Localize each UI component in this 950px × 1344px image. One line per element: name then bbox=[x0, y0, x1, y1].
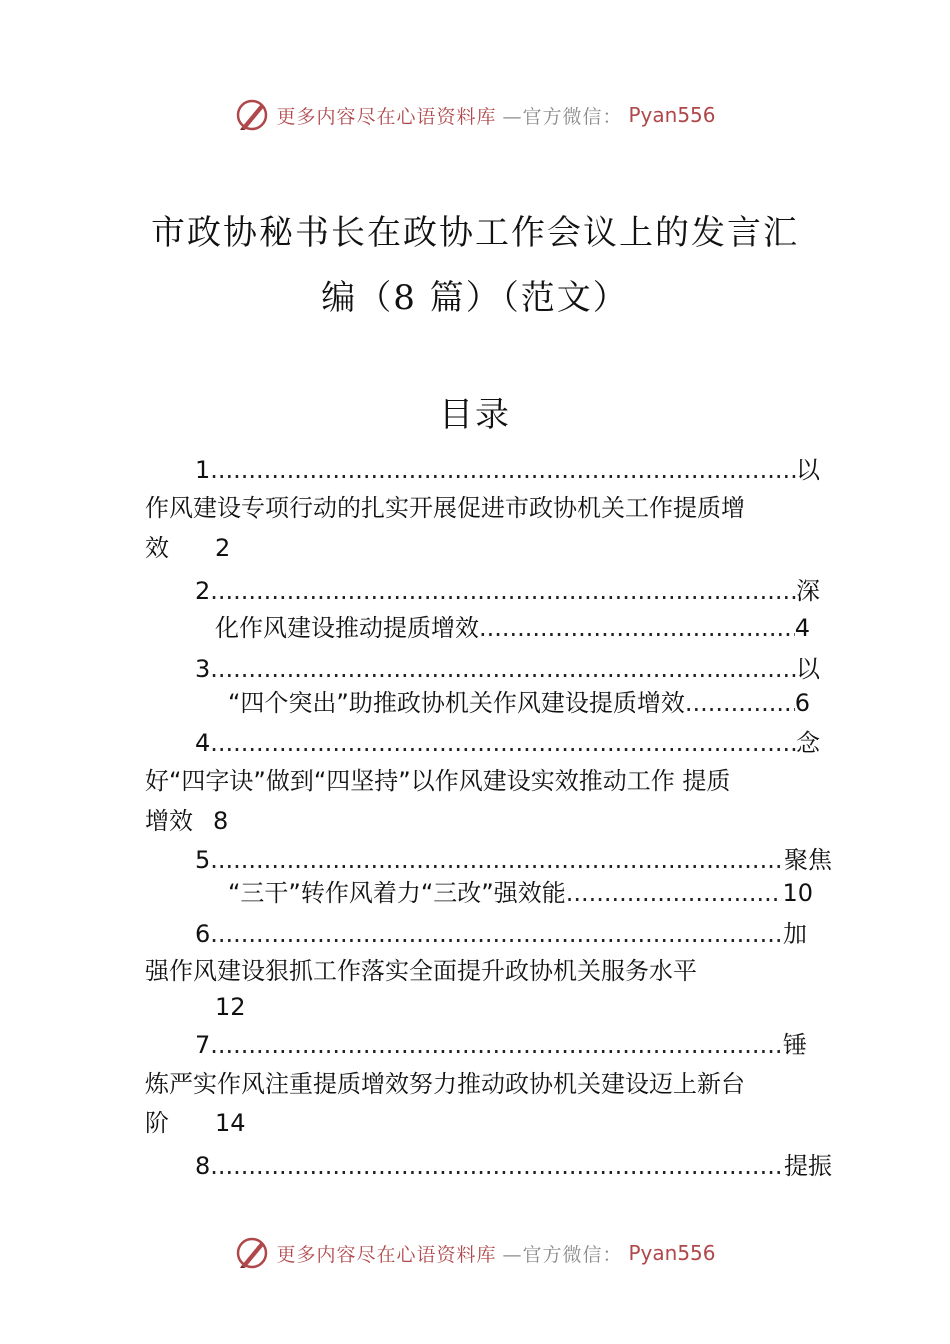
toc-first-chars: 提振 bbox=[784, 1152, 832, 1180]
watermark-banner-bottom bbox=[0, 1233, 950, 1273]
toc-entry-6-title[interactable]: 强作风建设狠抓工作落实全面提升政协机关服务水平 bbox=[145, 957, 697, 985]
toc-page-number: 8 bbox=[213, 807, 229, 835]
toc-leader-dots bbox=[210, 454, 796, 486]
toc-entry-1-title-cont bbox=[145, 532, 230, 564]
toc-entry-4-title-cont bbox=[145, 805, 228, 837]
toc-entry-7-title[interactable]: 炼严实作风注重提质增效努力推动政协机关建设迈上新台 bbox=[145, 1070, 745, 1098]
toc-leader-dots bbox=[210, 918, 783, 950]
watermark-wechat-label: —官方微信： bbox=[502, 105, 623, 128]
toc-title-cont: 阶 bbox=[145, 1109, 169, 1137]
pen-logo-icon bbox=[234, 1235, 270, 1271]
watermark-promo-text: 更多内容尽在心语资料库 bbox=[276, 105, 497, 128]
toc-entry-2-leader[interactable] bbox=[195, 575, 820, 607]
watermark-promo-text: 更多内容尽在心语资料库 bbox=[276, 1243, 497, 1266]
toc-number: 8 bbox=[195, 1152, 211, 1180]
toc-page-number: 4 bbox=[794, 614, 810, 642]
toc-leader-dots bbox=[210, 844, 784, 876]
toc-entry-6-leader[interactable] bbox=[195, 918, 807, 950]
toc-entry-3-leader[interactable] bbox=[195, 653, 820, 685]
toc-number: 2 bbox=[195, 577, 211, 605]
toc-entry-6-page: 12 bbox=[215, 993, 246, 1021]
toc-leader-dots bbox=[210, 653, 796, 685]
toc-number: 4 bbox=[195, 729, 211, 757]
toc-first-chars: 以 bbox=[796, 655, 820, 683]
toc-leader-dots bbox=[685, 687, 795, 719]
toc-entry-1-leader[interactable] bbox=[195, 454, 820, 486]
toc-title: “四个突出”助推政协机关作风建设提质增效 bbox=[228, 689, 685, 717]
toc-heading: 目录 bbox=[439, 395, 511, 435]
toc-first-chars: 加 bbox=[783, 920, 807, 948]
toc-leader-dots bbox=[566, 877, 783, 909]
toc-entry-2-title[interactable] bbox=[215, 612, 810, 644]
toc-title-cont: 效 bbox=[145, 534, 169, 562]
toc-first-chars: 聚焦 bbox=[784, 846, 832, 874]
toc-entry-1-title[interactable]: 作风建设专项行动的扎实开展促进市政协机关工作提质增 bbox=[145, 494, 745, 522]
toc-number: 6 bbox=[195, 920, 211, 948]
watermark-wechat-id: Pyan556 bbox=[628, 103, 716, 127]
toc-entry-4-leader[interactable] bbox=[195, 727, 820, 759]
toc-number: 3 bbox=[195, 655, 211, 683]
document-title-line1: 市政协秘书长在政协工作会议上的发言汇 bbox=[151, 213, 799, 253]
toc-entry-7-title-cont bbox=[145, 1107, 246, 1139]
toc-number: 1 bbox=[195, 456, 211, 484]
toc-title: 化作风建设推动提质增效 bbox=[215, 614, 479, 642]
toc-page-number: 2 bbox=[215, 534, 231, 562]
toc-entry-7-leader[interactable] bbox=[195, 1029, 807, 1061]
toc-entry-5-title[interactable] bbox=[228, 877, 813, 909]
watermark-wechat-label: —官方微信： bbox=[502, 1243, 623, 1266]
toc-page-number: 10 bbox=[782, 879, 813, 907]
toc-title-cont: 增效 bbox=[145, 807, 193, 835]
toc-leader-dots bbox=[210, 575, 796, 607]
toc-page-number: 6 bbox=[794, 689, 810, 717]
toc-first-chars: 锤 bbox=[783, 1031, 807, 1059]
toc-title: “三干”转作风着力“三改”强效能 bbox=[228, 879, 566, 907]
toc-first-chars: 以 bbox=[796, 456, 820, 484]
toc-page-number: 14 bbox=[215, 1109, 246, 1137]
watermark-wechat-id: Pyan556 bbox=[628, 1241, 716, 1265]
toc-number: 5 bbox=[195, 846, 211, 874]
toc-leader-dots bbox=[210, 1029, 783, 1061]
toc-entry-3-title[interactable] bbox=[228, 687, 810, 719]
watermark-banner-top bbox=[0, 95, 950, 135]
toc-entry-8-leader[interactable] bbox=[195, 1150, 832, 1182]
pen-logo-icon bbox=[234, 97, 270, 133]
toc-leader-dots bbox=[210, 727, 796, 759]
toc-number: 7 bbox=[195, 1031, 211, 1059]
toc-first-chars: 深 bbox=[796, 577, 820, 605]
toc-leader-dots bbox=[479, 612, 795, 644]
toc-first-chars: 念 bbox=[796, 729, 820, 757]
toc-leader-dots bbox=[210, 1150, 784, 1182]
toc-entry-4-title[interactable]: 好“四字诀”做到“四坚持”以作风建设实效推动工作 提质 bbox=[145, 767, 731, 795]
document-title-line2: 编（8 篇）（范文） bbox=[321, 278, 629, 318]
toc-entry-5-leader[interactable] bbox=[195, 844, 832, 876]
